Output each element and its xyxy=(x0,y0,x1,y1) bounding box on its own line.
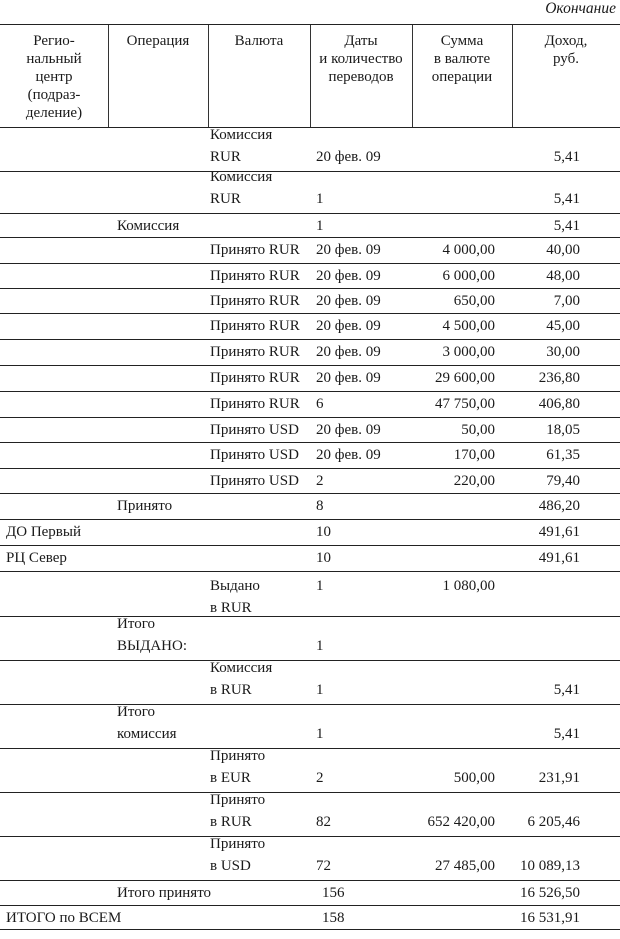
table-row xyxy=(0,906,620,930)
dates-cell: 6 xyxy=(316,396,324,412)
income-cell: 79,40 xyxy=(546,473,580,489)
header-amount: Сумма в валюте операции xyxy=(431,33,493,85)
currency-cell: Комиссия RUR xyxy=(210,127,273,165)
currency-cell: Принято RUR xyxy=(210,370,300,386)
amount-cell: 220,00 xyxy=(453,473,495,489)
amount-cell: 4 500,00 xyxy=(442,318,495,334)
income-cell: 5,41 xyxy=(553,191,580,207)
dates-cell: 10 xyxy=(316,524,331,540)
currency-cell: Принято RUR xyxy=(210,293,300,309)
operation-cell: Итого комиссия xyxy=(117,704,177,742)
income-cell: 486,20 xyxy=(538,498,580,514)
header-region: Регио- нальный центр (подраз- деление) xyxy=(25,33,83,121)
dates-cell: 72 xyxy=(316,858,331,874)
table-caption: Окончание xyxy=(545,0,616,17)
region-cell: ДО Первый xyxy=(6,524,81,540)
dates-cell: 158 xyxy=(322,910,345,926)
amount-cell: 3 000,00 xyxy=(442,344,495,360)
income-cell: 5,41 xyxy=(553,218,580,234)
currency-cell: Принято USD xyxy=(210,473,299,489)
amount-cell: 500,00 xyxy=(453,770,495,786)
table-row xyxy=(0,546,620,572)
header-dates: Даты и количество переводов xyxy=(319,33,403,85)
income-cell: 10 089,13 xyxy=(520,858,580,874)
dates-cell: 10 xyxy=(316,550,331,566)
table-row xyxy=(0,881,620,906)
table-row xyxy=(0,392,620,418)
dates-cell: 1 xyxy=(316,218,324,234)
currency-cell: Принято в RUR xyxy=(210,792,266,830)
income-cell: 18,05 xyxy=(546,422,580,438)
table-row xyxy=(0,214,620,238)
currency-cell: Принято RUR xyxy=(210,344,300,360)
amount-cell: 170,00 xyxy=(453,447,495,463)
dates-cell: 2 xyxy=(316,473,324,489)
currency-cell: Принято USD xyxy=(210,422,299,438)
currency-cell: Принято RUR xyxy=(210,396,300,412)
currency-cell: Принято в EUR xyxy=(210,748,266,786)
region-cell: РЦ Север xyxy=(6,550,67,566)
amount-cell: 27 485,00 xyxy=(435,858,495,874)
dates-cell: 20 фев. 09 xyxy=(316,422,381,438)
dates-cell: 20 фев. 09 xyxy=(316,344,381,360)
dates-cell: 20 фев. 09 xyxy=(316,293,381,309)
table-row xyxy=(0,443,620,469)
dates-cell: 156 xyxy=(322,885,345,901)
table-row xyxy=(0,264,620,289)
amount-cell: 6 000,00 xyxy=(442,268,495,284)
table-row xyxy=(0,617,620,661)
dates-cell: 1 xyxy=(316,638,324,654)
dates-cell: 20 фев. 09 xyxy=(316,268,381,284)
income-cell: 231,91 xyxy=(538,770,580,786)
dates-cell: 20 фев. 09 xyxy=(316,318,381,334)
income-cell: 6 205,46 xyxy=(527,814,580,830)
income-cell: 40,00 xyxy=(546,242,580,258)
table-row xyxy=(0,314,620,340)
dates-cell: 2 xyxy=(316,770,324,786)
currency-cell: Принято в USD xyxy=(210,836,266,874)
income-cell: 45,00 xyxy=(546,318,580,334)
table-row xyxy=(0,128,620,172)
amount-cell: 650,00 xyxy=(453,293,495,309)
table-row xyxy=(0,749,620,793)
dates-cell: 1 xyxy=(316,191,324,207)
table-row xyxy=(0,238,620,264)
dates-cell: 1 xyxy=(316,682,324,698)
currency-cell: Комиссия в RUR xyxy=(210,660,273,698)
income-cell: 491,61 xyxy=(538,524,580,540)
income-cell: 5,41 xyxy=(553,726,580,742)
income-cell: 5,41 xyxy=(553,149,580,165)
dates-cell: 1 xyxy=(316,726,324,742)
dates-cell: 82 xyxy=(316,814,331,830)
amount-cell: 1 080,00 xyxy=(442,578,495,594)
dates-cell: 1 xyxy=(316,578,324,594)
income-cell: 406,80 xyxy=(538,396,580,412)
header-income: Доход, руб. xyxy=(544,33,588,67)
amount-cell: 652 420,00 xyxy=(427,814,495,830)
amount-cell: 47 750,00 xyxy=(435,396,495,412)
dates-cell: 20 фев. 09 xyxy=(316,370,381,386)
currency-cell: Комиссия RUR xyxy=(210,169,273,207)
income-cell: 61,35 xyxy=(546,447,580,463)
operation-cell: Комиссия xyxy=(117,218,180,234)
table-row xyxy=(0,469,620,494)
table-row xyxy=(0,837,620,881)
header-currency: Валюта xyxy=(234,33,284,49)
operation-cell: Итого ВЫДАНО: xyxy=(117,616,187,654)
currency-cell: Принято RUR xyxy=(210,318,300,334)
table-row xyxy=(0,366,620,392)
region-cell: ИТОГО по ВСЕМ xyxy=(6,910,122,926)
income-cell: 7,00 xyxy=(553,293,580,309)
dates-cell: 20 фев. 09 xyxy=(316,242,381,258)
table-row xyxy=(0,289,620,314)
income-cell: 48,00 xyxy=(546,268,580,284)
table-row xyxy=(0,705,620,749)
dates-cell: 20 фев. 09 xyxy=(316,447,381,463)
currency-cell: Принято RUR xyxy=(210,268,300,284)
currency-cell: Принято RUR xyxy=(210,242,300,258)
table-row xyxy=(0,169,620,214)
operation-cell: Итого принято xyxy=(117,885,212,901)
income-cell: 30,00 xyxy=(546,344,580,360)
operation-cell: Принято xyxy=(117,498,173,514)
table-row xyxy=(0,494,620,520)
amount-cell: 4 000,00 xyxy=(442,242,495,258)
amount-cell: 29 600,00 xyxy=(435,370,495,386)
income-cell: 491,61 xyxy=(538,550,580,566)
table-row xyxy=(0,793,620,837)
table-row xyxy=(0,340,620,366)
table-row xyxy=(0,520,620,546)
table-row xyxy=(0,572,620,617)
income-cell: 16 531,91 xyxy=(520,910,580,926)
dates-cell: 8 xyxy=(316,498,324,514)
income-cell: 236,80 xyxy=(538,370,580,386)
amount-cell: 50,00 xyxy=(461,422,495,438)
currency-cell: Принято USD xyxy=(210,447,299,463)
income-cell: 16 526,50 xyxy=(520,885,580,901)
currency-cell: Выдано в RUR xyxy=(210,578,260,616)
income-cell: 5,41 xyxy=(553,682,580,698)
table-row xyxy=(0,661,620,705)
table-row xyxy=(0,418,620,443)
dates-cell: 20 фев. 09 xyxy=(316,149,381,165)
header-operation: Операция xyxy=(126,33,190,49)
